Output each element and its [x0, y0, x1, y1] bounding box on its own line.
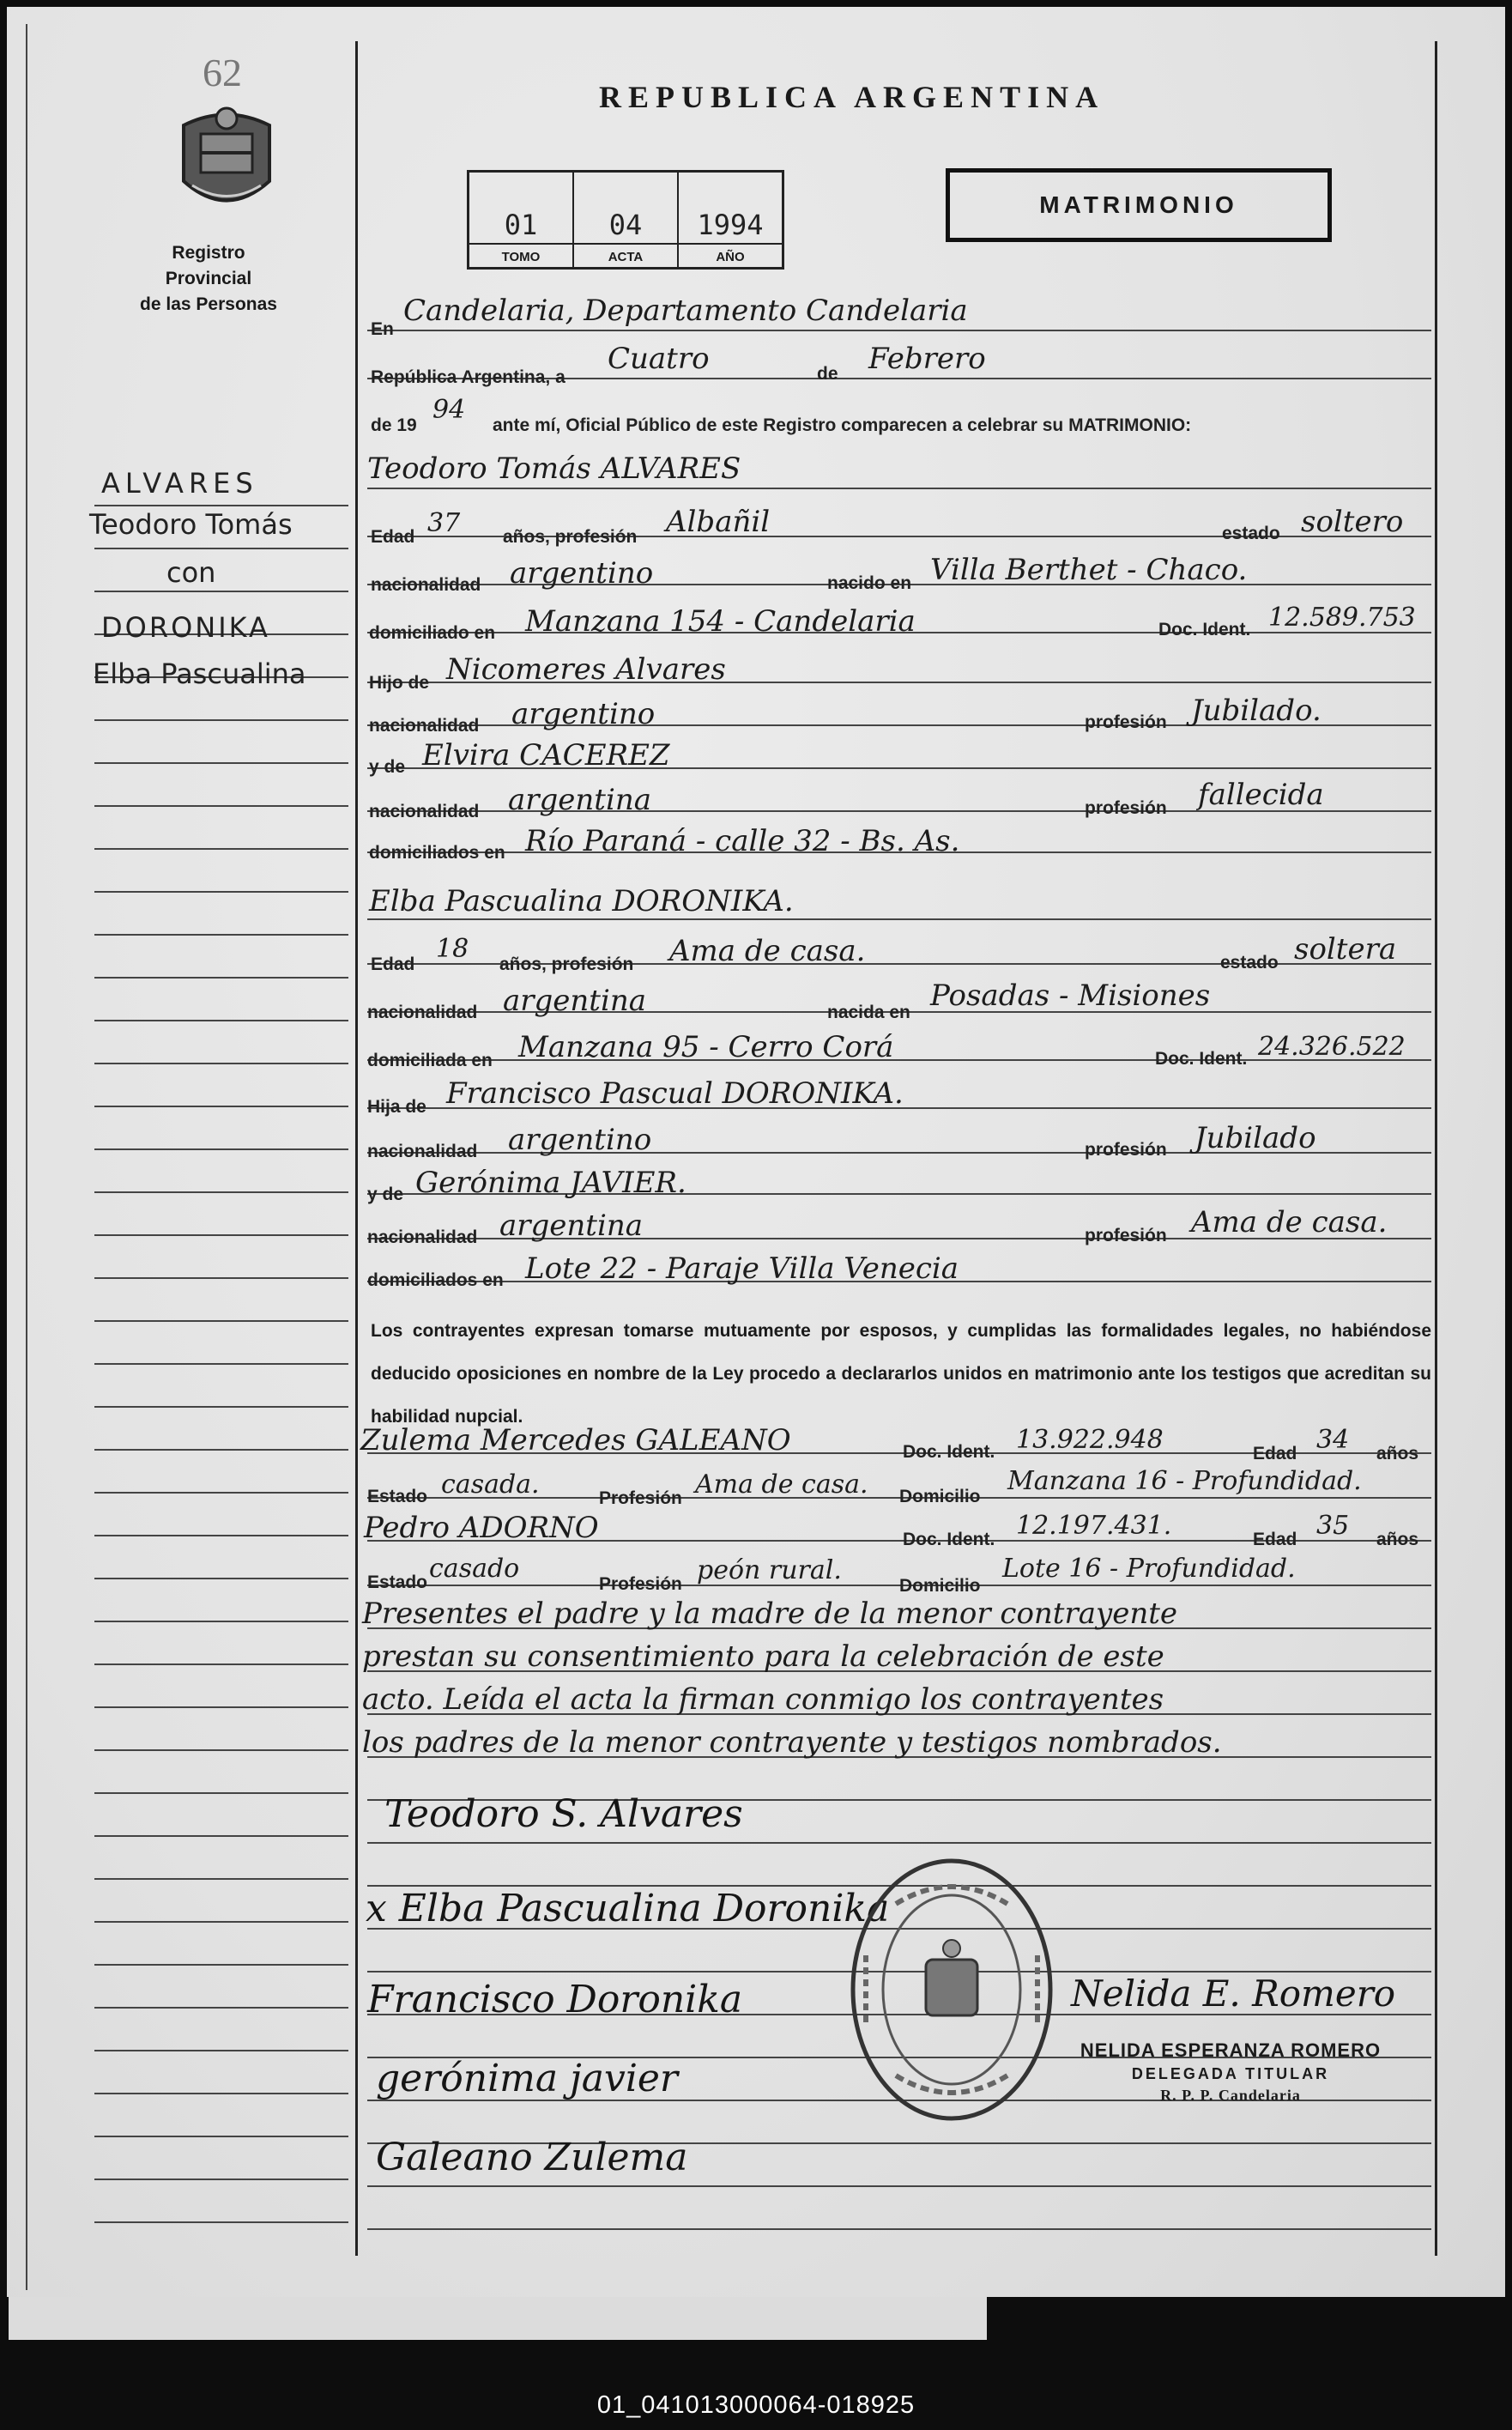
witness1-name: Zulema Mercedes GALEANO	[360, 1423, 791, 1457]
margin-ruled-line	[94, 2050, 348, 2051]
bride-father-profession: Jubilado	[1194, 1121, 1316, 1155]
official-title: DELEGADA TITULAR	[1131, 2065, 1330, 2082]
margin-ruled-line	[94, 1621, 348, 1622]
bride-address-label: domiciliada en	[367, 1051, 493, 1070]
bride-status: soltera	[1294, 932, 1397, 967]
main-ruled-line	[367, 488, 1431, 489]
acta-label: ACTA	[608, 250, 644, 264]
witness1-doc-label: Doc. Ident.	[903, 1442, 995, 1462]
bride-father: Francisco Pascual DORONIKA.	[446, 1076, 904, 1111]
margin-ruled-line	[94, 1320, 348, 1322]
note-line-2: prestan su consentimiento para la celebración de este	[362, 1639, 1164, 1674]
groom-father-nationality-label: nacionalidad	[369, 716, 480, 736]
bride-nationality-label: nacionalidad	[367, 1003, 478, 1022]
groom-father-profession-label: profesión	[1085, 712, 1167, 732]
groom-nationality: argentino	[510, 556, 654, 591]
ano-value: 1994	[679, 209, 782, 245]
bride-profession-label: años, profesión	[499, 954, 634, 974]
margin-ruled-line	[94, 1363, 348, 1365]
groom-doc-label: Doc. Ident.	[1158, 620, 1251, 639]
signature-mother: gerónima javier	[376, 2057, 678, 2100]
margin-ruled-line	[94, 1449, 348, 1451]
groom-name: Teodoro Tomás ALVARES	[367, 451, 741, 486]
margin-ruled-line	[94, 1792, 348, 1794]
witness2-doc: 12.197.431.	[1016, 1511, 1172, 1541]
margin-ruled-line	[94, 2093, 348, 2094]
bride-father-nationality: argentino	[508, 1123, 652, 1157]
document-page	[7, 7, 1505, 2297]
main-ruled-line	[367, 918, 1431, 920]
witness1-profession-label: Profesión	[599, 1488, 682, 1508]
margin-ruled-line	[94, 805, 348, 807]
registry-label-line2: de las Personas	[140, 294, 277, 314]
groom-profession: Albañil	[666, 505, 771, 539]
margin-ruled-line	[94, 1535, 348, 1536]
margin-ruled-line	[94, 891, 348, 893]
tomo-label: TOMO	[501, 250, 541, 264]
note-line-3: acto. Leída el acta la firman conmigo los contrayentes	[362, 1682, 1164, 1717]
margin-ruled-line	[94, 1663, 348, 1665]
margin-ruled-line	[94, 1406, 348, 1408]
bride-age: 18	[436, 934, 469, 964]
groom-doc: 12.589.753	[1268, 603, 1416, 633]
signature-father: Francisco Doronika	[367, 1978, 743, 2021]
groom-profession-label: años, profesión	[503, 527, 638, 547]
margin-ruled-line	[94, 719, 348, 721]
acta-value: 04	[574, 209, 677, 245]
witness1-status-label: Estado	[367, 1487, 428, 1506]
bride-father-label: Hija de	[367, 1097, 426, 1117]
main-ruled-line	[367, 1842, 1431, 1844]
registry-seal-icon	[175, 100, 278, 220]
witness1-age: 34	[1316, 1425, 1350, 1455]
official-name: NELIDA ESPERANZA ROMERO	[1080, 2039, 1382, 2061]
de-label: de	[817, 364, 838, 384]
ano-cell	[679, 173, 782, 267]
groom-address: Manzana 154 - Candelaria	[525, 604, 916, 639]
bride-mother-profession: Ama de casa.	[1191, 1205, 1388, 1239]
margin-groom-given: Teodoro Tomás	[89, 508, 293, 541]
bride-mother-nationality: argentina	[499, 1209, 644, 1243]
bride-address: Manzana 95 - Cerro Corá	[518, 1030, 894, 1064]
groom-mother-nationality-label: nacionalidad	[369, 802, 480, 821]
witness2-age-label: Edad	[1253, 1530, 1297, 1549]
margin-ruled-line	[94, 1020, 348, 1021]
margin-ruled-line	[94, 1835, 348, 1837]
witness2-address: Lote 16 - Profundidad.	[1002, 1554, 1296, 1584]
groom-birthplace: Villa Berthet - Chaco.	[930, 553, 1248, 587]
main-ruled-line	[367, 330, 1431, 331]
groom-parents-address: Río Paraná - calle 32 - Bs. As.	[525, 824, 960, 858]
margin-groom-surname: ALVARES	[101, 467, 258, 500]
margin-ruled-line	[94, 1964, 348, 1966]
groom-mother-label: y de	[369, 757, 406, 777]
ano-label: AÑO	[716, 250, 745, 264]
signature-bride: x Elba Pascualina Doronika	[366, 1887, 890, 1930]
act-type-box: MATRIMONIO	[946, 168, 1332, 242]
bride-parents-address: Lote 22 - Paraje Villa Venecia	[525, 1251, 959, 1286]
groom-mother-profession: fallecida	[1198, 778, 1324, 812]
year-suffix: 94	[432, 395, 466, 425]
groom-age: 37	[427, 508, 461, 538]
signature-witness: Galeano Zulema	[376, 2136, 688, 2179]
tomo-cell	[469, 173, 574, 267]
bride-age-label: Edad	[371, 954, 415, 974]
place-value: Candelaria, Departamento Candelaria	[403, 294, 968, 328]
declaration-text: Los contrayentes expresan tomarse mutuamente por esposos, y cumplidas las formalidades legales, no habiéndose deducido oposiciones en nombre de la Ley procedo a declararlos unidos en matrimonio ante los testigos que acreditan su habilidad nupcial.	[371, 1321, 1431, 1427]
intro-text: ante mí, Oficial Público de este Registro comparecen a celebrar su MATRIMONIO:	[493, 415, 1192, 435]
witness2-status-label: Estado	[367, 1573, 428, 1592]
witness1-anos-label: años	[1376, 1444, 1419, 1463]
en-label: En	[371, 319, 394, 339]
witness2-profession-label: Profesión	[599, 1574, 682, 1594]
tomo-value: 01	[469, 209, 572, 245]
margin-ruled-line	[94, 1191, 348, 1193]
margin-ruled-line	[94, 1063, 348, 1064]
margin-ruled-line	[94, 1706, 348, 1708]
groom-parents-address-label: domiciliados en	[369, 843, 505, 863]
witness2-age: 35	[1316, 1511, 1350, 1541]
margin-ruled-line	[94, 977, 348, 979]
groom-father-label: Hijo de	[369, 673, 430, 693]
signature-officer: Nelida E. Romero	[1071, 1972, 1396, 2015]
groom-address-label: domiciliado en	[369, 623, 496, 643]
margin-ruled-line	[94, 1921, 348, 1923]
bride-mother-label: y de	[367, 1185, 404, 1204]
folio-number: 62	[203, 51, 242, 94]
witness1-address-label: Domicilio	[899, 1487, 981, 1506]
note-line-1: Presentes el padre y la madre de la menor contrayente	[362, 1597, 1178, 1631]
margin-connector: con	[166, 556, 216, 589]
margin-ruled-line	[94, 1492, 348, 1494]
margin-bride-given: Elba Pascualina	[93, 657, 306, 690]
groom-mother-profession-label: profesión	[1085, 798, 1167, 818]
witness2-anos-label: años	[1376, 1530, 1419, 1549]
day-value: Cuatro	[608, 342, 710, 376]
groom-father-profession: Jubilado.	[1191, 694, 1321, 728]
witness2-name: Pedro ADORNO	[364, 1511, 599, 1545]
margin-ruled-line	[94, 591, 348, 592]
margin-ruled-line	[94, 762, 348, 764]
groom-father-nationality: argentino	[511, 697, 656, 731]
bride-father-profession-label: profesión	[1085, 1140, 1167, 1160]
registry-label-line1: Registro Provincial	[165, 243, 252, 288]
bride-mother-profession-label: profesión	[1085, 1226, 1167, 1245]
page-left-edge	[26, 24, 27, 2290]
margin-ruled-line	[94, 1277, 348, 1279]
groom-status: soltero	[1301, 505, 1404, 539]
bride-status-label: estado	[1220, 953, 1279, 973]
witness1-address: Manzana 16 - Profundidad.	[1007, 1466, 1362, 1496]
bride-parents-address-label: domiciliados en	[367, 1270, 504, 1290]
bride-profession: Ama de casa.	[669, 934, 866, 968]
witness1-profession: Ama de casa.	[695, 1470, 868, 1500]
margin-ruled-line	[94, 1878, 348, 1880]
witness1-status: casada.	[441, 1470, 540, 1500]
margin-ruled-line	[94, 1106, 348, 1107]
groom-age-label: Edad	[371, 527, 415, 547]
bride-birthplace: Posadas - Misiones	[930, 979, 1211, 1013]
note-line-4: los padres de la menor contrayente y testigos nombrados.	[362, 1725, 1222, 1760]
month-value: Febrero	[868, 342, 986, 376]
bride-doc-label: Doc. Ident.	[1155, 1049, 1248, 1069]
acta-cell	[574, 173, 679, 267]
bride-birthplace-label: nacida en	[827, 1003, 910, 1022]
margin-ruled-line	[94, 1234, 348, 1236]
footer-image-id: 01_041013000064-018925	[596, 2391, 916, 2419]
margin-ruled-line	[94, 1578, 348, 1579]
margin-bride-surname: DORONIKA	[101, 611, 270, 644]
groom-birthplace-label: nacido en	[827, 573, 912, 593]
witness2-doc-label: Doc. Ident.	[903, 1530, 995, 1549]
witness2-status: casado	[429, 1554, 520, 1584]
official-office: R. P. P. Candelaria	[1160, 2087, 1301, 2104]
official-stamp-icon	[844, 1852, 1059, 2127]
margin-ruled-line	[94, 505, 348, 506]
bride-mother: Gerónima JAVIER.	[415, 1166, 686, 1200]
bride-nationality: argentina	[503, 984, 647, 1018]
year-prefix: de 19	[371, 415, 417, 435]
record-number-box	[467, 170, 784, 270]
main-ruled-line	[367, 2185, 1431, 2187]
witness2-address-label: Domicilio	[899, 1576, 981, 1596]
main-ruled-line	[367, 2228, 1431, 2230]
margin-ruled-line	[94, 1749, 348, 1751]
margin-ruled-line	[94, 2136, 348, 2137]
groom-mother: Elvira CACEREZ	[422, 738, 670, 773]
witness1-doc: 13.922.948	[1016, 1425, 1164, 1455]
republic-label: República Argentina, a	[371, 367, 565, 387]
groom-mother-nationality: argentina	[508, 783, 652, 817]
groom-status-label: estado	[1222, 524, 1280, 543]
margin-ruled-line	[94, 1148, 348, 1150]
margin-ruled-line	[94, 548, 348, 549]
groom-father: Nicomeres Alvares	[446, 652, 726, 687]
signature-groom: Teodoro S. Alvares	[384, 1792, 743, 1836]
bride-doc: 24.326.522	[1258, 1032, 1406, 1062]
bottom-sheet-edge	[9, 2297, 987, 2340]
margin-ruled-line	[94, 2007, 348, 2009]
registry-label	[127, 240, 290, 318]
official-block	[1050, 2039, 1411, 2105]
margin-divider	[355, 41, 358, 2256]
groom-nationality-label: nacionalidad	[371, 575, 481, 595]
margin-ruled-line	[94, 934, 348, 936]
witness1-age-label: Edad	[1253, 1444, 1297, 1463]
bride-name: Elba Pascualina DORONIKA.	[369, 884, 794, 918]
witness2-profession: peón rural.	[697, 1555, 842, 1585]
bride-father-nationality-label: nacionalidad	[367, 1142, 478, 1161]
margin-ruled-line	[94, 2179, 348, 2180]
margin-ruled-line	[94, 2221, 348, 2223]
margin-ruled-line	[94, 848, 348, 850]
right-border	[1435, 41, 1437, 2256]
country-title: REPUBLICA ARGENTINA	[599, 80, 1105, 114]
bride-mother-nationality-label: nacionalidad	[367, 1227, 478, 1247]
